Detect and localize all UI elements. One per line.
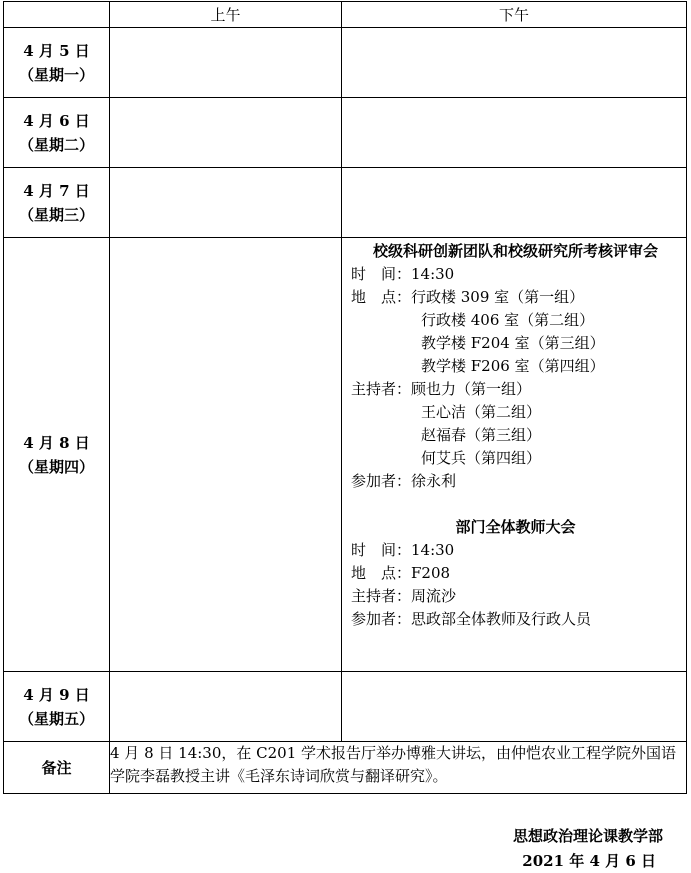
day-weekday: （星期五） [18, 709, 94, 728]
day-row-wednesday [4, 168, 687, 238]
weekly-schedule-table [3, 1, 687, 794]
day-date: 4 月 6 日 [23, 111, 90, 130]
day-cell [4, 168, 110, 238]
day-date: 4 月 8 日 [23, 433, 90, 452]
day-cell [4, 28, 110, 98]
header-blank-cell [4, 2, 110, 28]
event-title: 校级科研创新团队和校级研究所考核评审会 [372, 242, 658, 260]
event-host: 主持者：顾也力（第一组） [351, 380, 532, 398]
event-place: 教学楼 F206 室（第四组） [421, 357, 605, 375]
note-text: 4 月 8 日 14:30，在 C201 学术报告厅举办博雅大讲坛，由仲恺农业工程学院外国语学院李磊教授主讲《毛泽东诗词欣赏与翻译研究》。 [110, 742, 687, 794]
day-row-friday [4, 672, 687, 742]
event-host: 何艾兵（第四组） [421, 449, 542, 467]
event-time: 时 间：14:30 [351, 265, 455, 283]
day-weekday: （星期四） [18, 457, 94, 476]
am-cell [110, 238, 342, 672]
day-date: 4 月 5 日 [23, 41, 90, 60]
day-weekday: （星期三） [18, 205, 94, 224]
day-weekday: （星期二） [18, 135, 94, 154]
day-row-thursday [4, 238, 687, 672]
event-place: 地 点：行政楼 309 室（第一组） [351, 288, 585, 306]
am-cell [110, 168, 342, 238]
footer-date: 2021 年 4 月 6 日 [522, 852, 656, 870]
pm-cell [342, 168, 687, 238]
header-row [4, 2, 687, 28]
event-spacer [351, 493, 680, 516]
note-label: 备注 [4, 742, 110, 794]
event-place: 行政楼 406 室（第二组） [421, 311, 595, 329]
event-host: 王心洁（第二组） [421, 403, 542, 421]
event-title: 部门全体教师大会 [455, 518, 576, 536]
thursday-pm-events [342, 238, 686, 631]
day-row-monday [4, 28, 687, 98]
pm-cell [342, 238, 687, 672]
header-am: 上午 [110, 2, 342, 28]
pm-cell [342, 28, 687, 98]
event-participants: 参加者：徐永利 [351, 472, 457, 490]
day-cell [4, 672, 110, 742]
pm-cell [342, 98, 687, 168]
day-row-tuesday [4, 98, 687, 168]
day-weekday: （星期一） [18, 65, 94, 84]
day-date: 4 月 9 日 [23, 685, 90, 704]
am-cell [110, 28, 342, 98]
am-cell [110, 672, 342, 742]
event-participants: 参加者：思政部全体教师及行政人员 [351, 610, 592, 628]
day-date: 4 月 7 日 [23, 181, 90, 200]
am-cell [110, 98, 342, 168]
footer-organization: 思想政治理论课教学部 [512, 827, 663, 845]
event-time: 时 间：14:30 [351, 541, 455, 559]
pm-cell [342, 672, 687, 742]
event-place: 教学楼 F204 室（第三组） [421, 334, 605, 352]
day-cell [4, 98, 110, 168]
event-host: 赵福春（第三组） [421, 426, 542, 444]
header-pm: 下午 [342, 2, 687, 28]
event-place: 地 点：F208 [351, 564, 451, 582]
note-row [4, 742, 687, 794]
event-host: 主持者：周流沙 [351, 587, 457, 605]
day-cell [4, 238, 110, 672]
